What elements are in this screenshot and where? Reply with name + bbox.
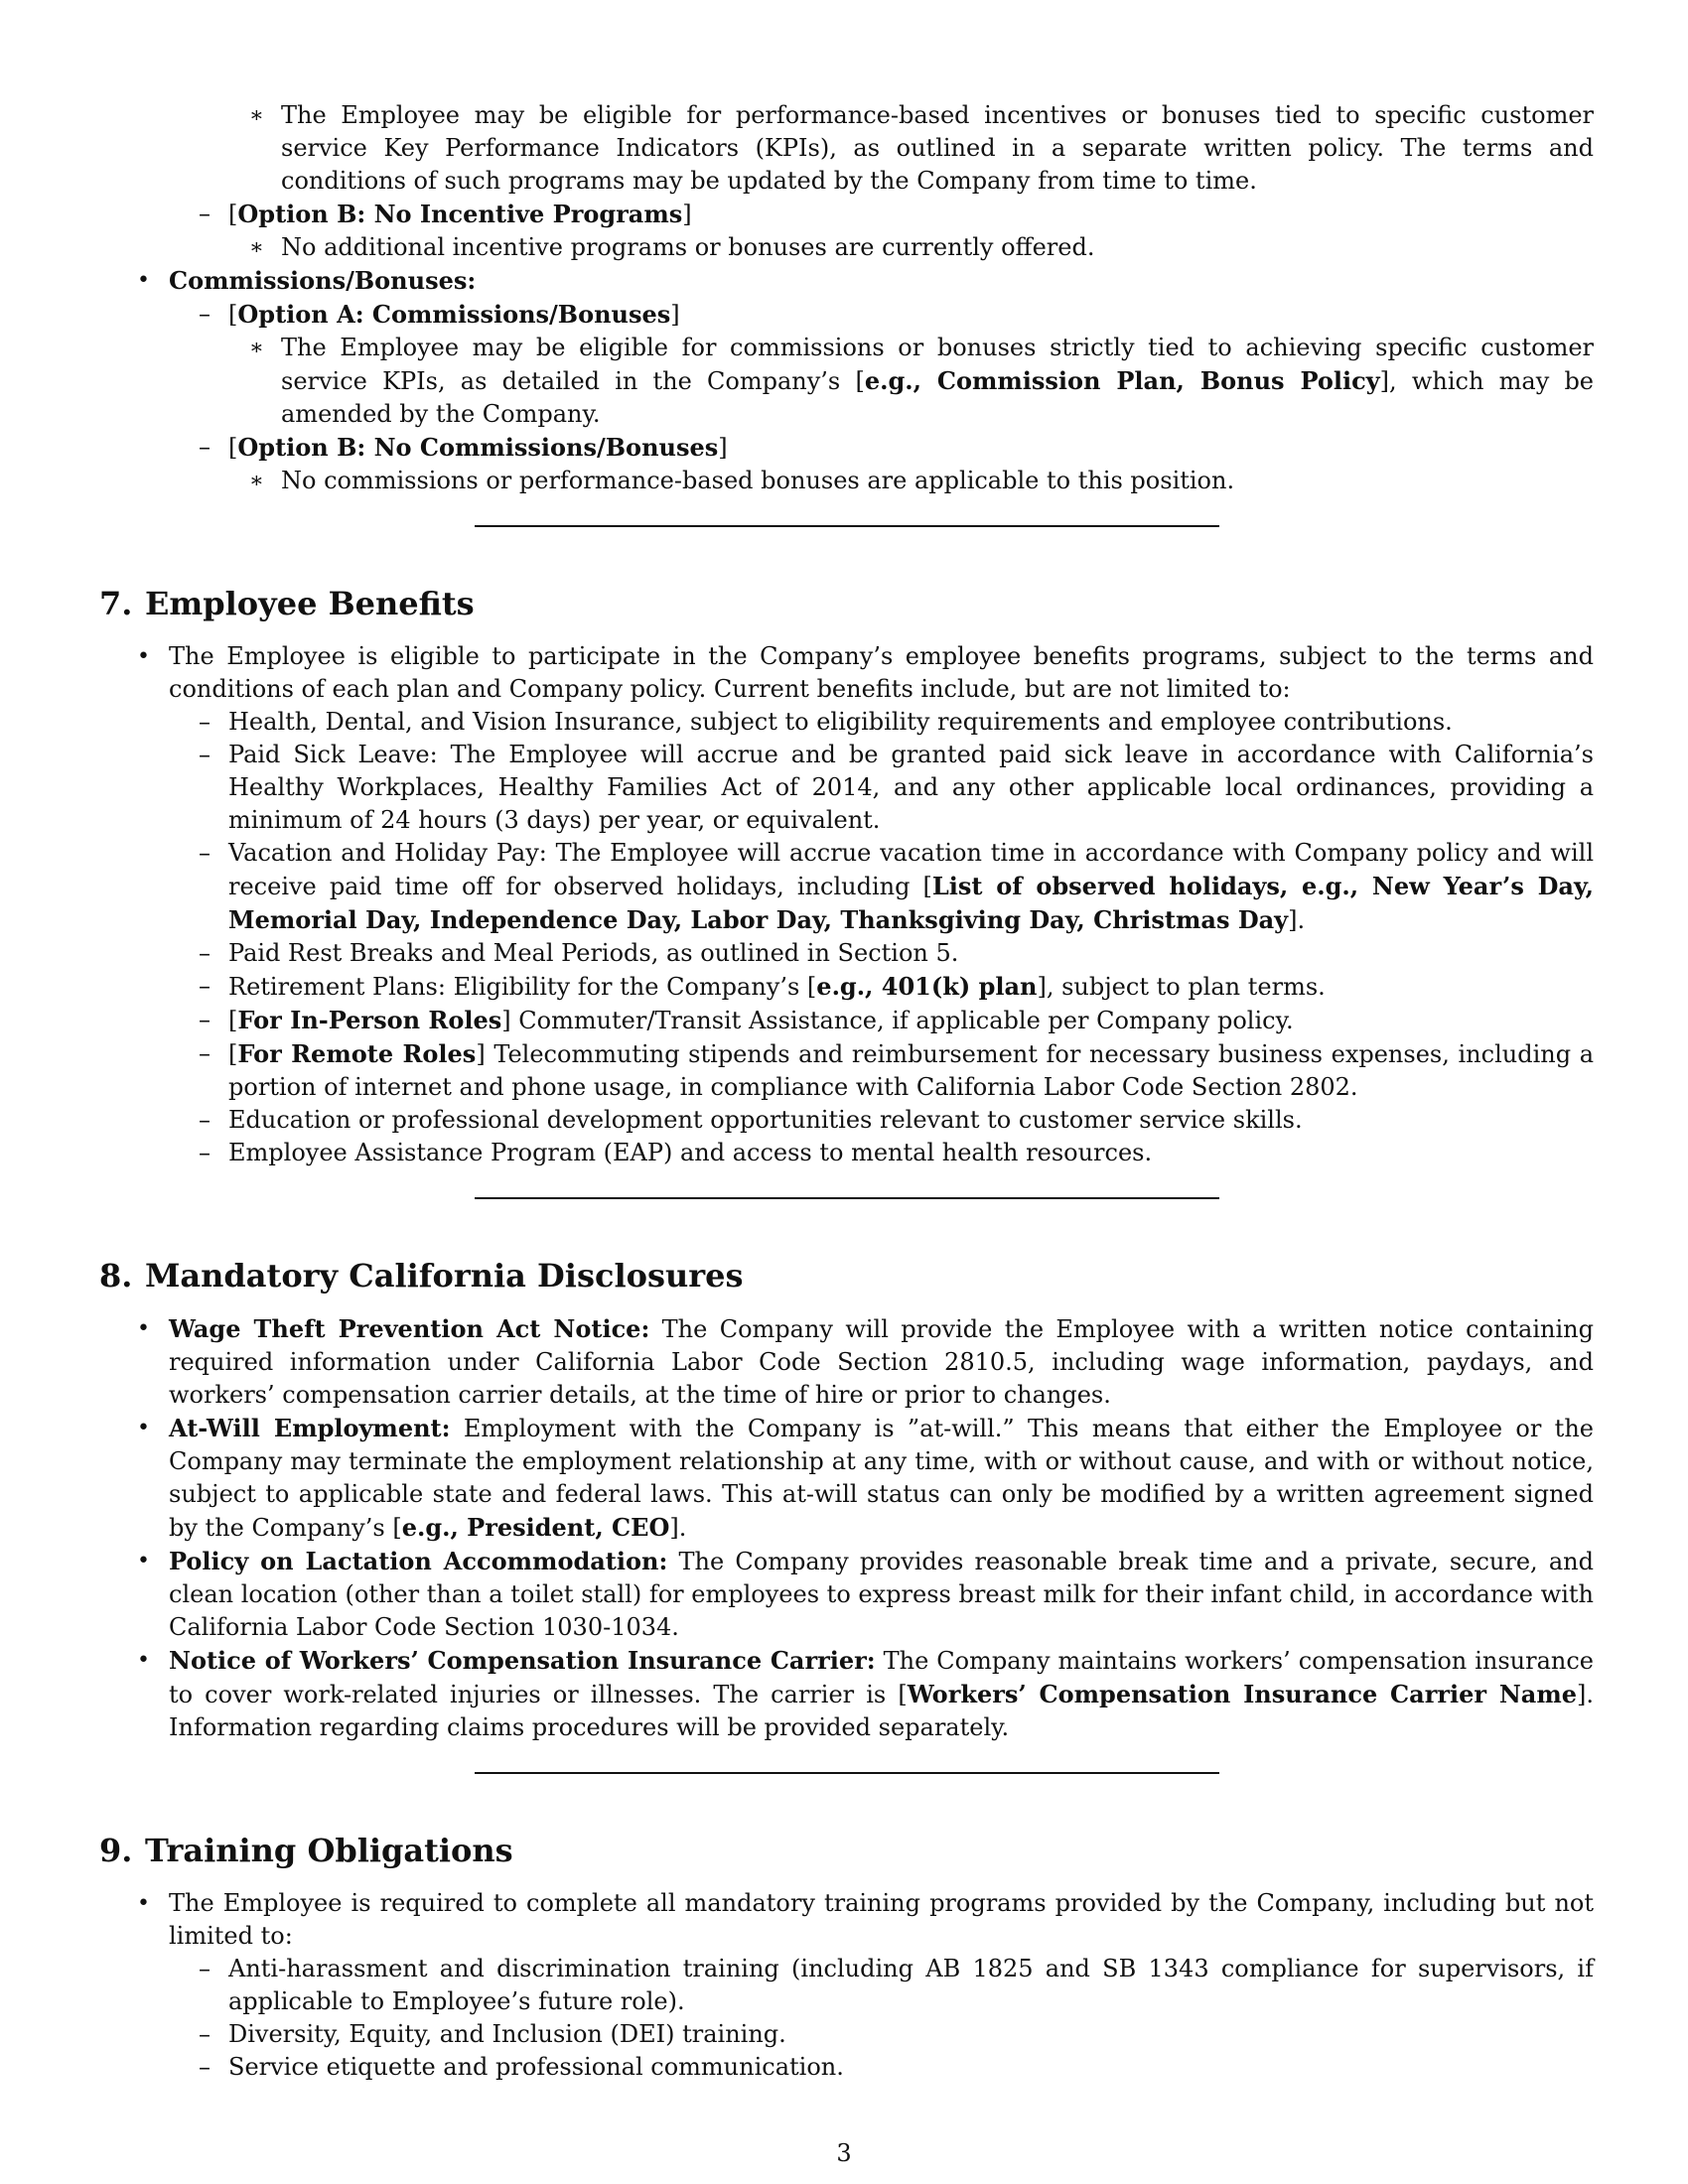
dash-bullet-icon: – xyxy=(199,1106,211,1134)
disclosure-wage-theft-text: The Company will provide the Employee with a written notice containing required information under California Labor Code Section 2810.5, including wage information, paydays, and workers’ compensation carrier details, at the time of hire or prior to changes. xyxy=(169,1315,1594,1409)
section-divider xyxy=(475,1772,1219,1774)
dash-bullet-icon: – xyxy=(199,1039,211,1067)
benefit-vacation-text: Vacation and Holiday Pay: The Employee will accrue vacation time in accordance with Company policy and will receive paid time off for observed holidays, including xyxy=(228,839,1594,900)
dash-bullet-icon: – xyxy=(199,200,211,227)
commissions-option-a-text: The Employee may be eligible for commissions or bonuses strictly tied to achieving specific customer service KPIs, as detailed in the Company’s xyxy=(281,334,1594,395)
disclosure-at-will-text: Employment with the Company is ”at-will.” This means that either the Employee or the Company may terminate the employment relationship at any time, with or without cause, and with or without notice, subject to applicable state and federal laws. This at-will status can only be modified by a written agreement signed by the Company’s xyxy=(169,1415,1594,1542)
commissions-item xyxy=(99,264,1594,298)
bullet-dot-icon: • xyxy=(137,1549,150,1573)
incentive-option-b-text: No additional incentive programs or bonuses are currently offered. xyxy=(281,233,1095,261)
dash-bullet-icon: – xyxy=(199,433,211,461)
training-etiquette xyxy=(99,2051,1594,2084)
dash-bullet-icon: – xyxy=(199,1006,211,1033)
bullet-dot-icon: • xyxy=(137,1316,150,1341)
dash-bullet-icon: – xyxy=(199,839,211,867)
incentive-option-a-item xyxy=(99,99,1594,198)
disclosure-workers-comp: • Notice of Workers’ Compensation Insurance Carrier: The Company maintains workers’ compensation insurance to cover work-related injuries or illnesses. The carrier is [Workers’ Compensation Insurance Carrier Name]. Information regarding claims procedures will be provided separately. xyxy=(137,1646,1595,1741)
training-etiquette-text: Service etiquette and professional communication. xyxy=(228,2053,844,2081)
benefit-in-person-label: For In-Person Roles xyxy=(237,1006,502,1034)
section-number: 9. xyxy=(99,1832,133,1869)
benefit-sick-leave xyxy=(99,739,1594,837)
asterisk-bullet-icon: ∗ xyxy=(249,235,264,260)
commissions-option-a-placeholder: e.g., Commission Plan, Bonus Policy xyxy=(864,366,1380,395)
section-title: Mandatory California Disclosures xyxy=(145,1257,744,1295)
benefit-remote: – [For Remote Roles] Telecommuting stipends and reimbursement for necessary business expenses, including a portion of internet and phone usage, in compliance with California Labor Code Section 2802. xyxy=(199,1039,1595,1101)
benefit-vacation: – Vacation and Holiday Pay: The Employee will accrue vacation time in accordance with Company policy and will receive paid time off for observed holidays, including [List of observed holidays, e.g., New Year’s Day, Memorial Day, Independence Day, Labor Day, Thanksgiving Day, Christmas Day]. xyxy=(199,839,1594,934)
commissions-option-a-text-end: , which may be amended by the Company. xyxy=(281,367,1595,428)
commissions-option-b-detail xyxy=(99,465,1594,497)
benefit-eap-text: Employee Assistance Program (EAP) and access to mental health resources. xyxy=(228,1139,1153,1166)
dash-bullet-icon: – xyxy=(199,972,211,1000)
commissions-option-b-item: – [Option B: No Commissions/Bonuses] xyxy=(199,433,728,462)
disclosure-wage-theft xyxy=(99,1312,1594,1412)
benefit-health xyxy=(99,706,1594,739)
disclosure-workers-comp-text-end: . Information regarding claims procedures will be provided separately. xyxy=(169,1681,1595,1741)
disclosure-lactation-label: Policy on Lactation Accommodation: xyxy=(169,1547,668,1575)
benefit-eap xyxy=(99,1137,1594,1169)
commissions-option-a-item: – [Option A: Commissions/Bonuses] xyxy=(199,300,680,329)
training-dei-text: Diversity, Equity, and Inclusion (DEI) training. xyxy=(228,2020,786,2048)
commissions-option-b-text: No commissions or performance-based bonuses are applicable to this position. xyxy=(281,467,1235,494)
incentive-option-b-item: – [Option B: No Incentive Programs] xyxy=(199,200,692,228)
bullet-dot-icon: • xyxy=(137,1891,150,1916)
dash-bullet-icon: – xyxy=(199,708,211,736)
benefit-in-person: – [For In-Person Roles] Commuter/Transit Assistance, if applicable per Company policy. xyxy=(199,1006,1294,1034)
training-dei xyxy=(99,2018,1594,2051)
section-title: Training Obligations xyxy=(145,1832,513,1869)
disclosure-wage-theft-label: Wage Theft Prevention Act Notice: xyxy=(169,1314,650,1343)
section-number: 8. xyxy=(99,1257,133,1295)
disclosure-workers-comp-text: The Company maintains workers’ compensation insurance to cover work-related injuries or illnesses. The carrier is xyxy=(169,1647,1595,1708)
dash-bullet-icon: – xyxy=(199,1955,211,1982)
bullet-dot-icon: • xyxy=(137,644,150,669)
disclosure-lactation-text: The Company provides reasonable break time and a private, secure, and clean location (other than a toilet stall) for employees to express breast milk for their infant child, in accordance with California Labor Code Section 1030-1034. xyxy=(169,1548,1594,1641)
benefit-retirement: – Retirement Plans: Eligibility for the Company’s [e.g., 401(k) plan], subject to plan terms. xyxy=(199,972,1326,1001)
benefits-intro-item xyxy=(99,640,1594,706)
dash-bullet-icon: – xyxy=(199,741,211,768)
section-heading-employee-benefits xyxy=(99,584,1594,623)
bullet-dot-icon: • xyxy=(137,1416,150,1440)
section-heading-california-disclosures xyxy=(99,1256,1594,1296)
disclosure-at-will-placeholder: e.g., President, CEO xyxy=(401,1513,670,1542)
dash-bullet-icon: – xyxy=(199,300,211,328)
bullet-dot-icon: • xyxy=(137,1648,150,1673)
section-title: Employee Benefits xyxy=(145,585,475,622)
benefit-health-text: Health, Dental, and Vision Insurance, subject to eligibility requirements and employee contributions. xyxy=(228,708,1453,736)
document-page xyxy=(99,99,1594,2084)
commissions-option-a-label: Option A: Commissions/Bonuses xyxy=(237,300,671,329)
section-number: 7. xyxy=(99,585,133,622)
section-heading-training-obligations xyxy=(99,1831,1594,1870)
benefit-sick-leave-text: Paid Sick Leave: The Employee will accrue and be granted paid sick leave in accordance with California’s Healthy Workplaces, Healthy Families Act of 2014, and any other applicable local ordinances, providing a minimum of 24 hours (3 days) per year, or equivalent. xyxy=(228,741,1594,834)
dash-bullet-icon: – xyxy=(199,1139,211,1166)
benefit-rest-breaks-text: Paid Rest Breaks and Meal Periods, as outlined in Section 5. xyxy=(228,939,959,967)
bullet-dot-icon: • xyxy=(137,268,150,293)
section-divider xyxy=(475,525,1219,527)
training-anti-harassment-text: Anti-harassment and discrimination training (including AB 1825 and SB 1343 compliance for supervisors, if applicable to Employee’s future role). xyxy=(228,1955,1594,2015)
benefit-education-text: Education or professional development opportunities relevant to customer service skills. xyxy=(228,1106,1303,1134)
dash-bullet-icon: – xyxy=(199,939,211,967)
dash-bullet-icon: – xyxy=(199,2053,211,2081)
disclosure-workers-comp-label: Notice of Workers’ Compensation Insurance Carrier: xyxy=(169,1646,876,1675)
asterisk-bullet-icon: ∗ xyxy=(249,336,264,360)
benefit-remote-label: For Remote Roles xyxy=(237,1039,477,1068)
commissions-option-b-label: Option B: No Commissions/Bonuses xyxy=(237,433,719,462)
commissions-option-a-detail: ∗ The Employee may be eligible for commissions or bonuses strictly tied to achieving specific customer service KPIs, as detailed in the Company’s [e.g., Commission Plan, Bonus Policy], which may be amended by the Company. xyxy=(249,334,1595,428)
section-divider xyxy=(475,1197,1219,1199)
disclosure-at-will: • At-Will Employment: Employment with the Company is ”at-will.” This means that either the Employee or the Company may terminate the employment relationship at any time, with or without cause, and with or without notice, subject to applicable state and federal laws. This at-will status can only be modified by a written agreement signed by the Company’s [e.g., President, CEO]. xyxy=(137,1414,1594,1542)
benefit-vacation-placeholder: List of observed holidays, e.g., New Year’s Day, Memorial Day, Independence Day, Labor Day, Thanksgiving Day, Christmas Day xyxy=(228,872,1594,934)
incentive-option-a-text: The Employee may be eligible for performance-based incentives or bonuses tied to specific customer service Key Performance Indicators (KPIs), as outlined in a separate written policy. The terms and conditions of such programs may be updated by the Company from time to time. xyxy=(281,101,1594,195)
benefit-in-person-text: Commuter/Transit Assistance, if applicable per Company policy. xyxy=(510,1007,1294,1034)
training-intro-item xyxy=(99,1887,1594,1953)
disclosure-lactation xyxy=(99,1545,1594,1644)
benefits-intro-text: The Employee is eligible to participate in the Company’s employee benefits programs, subject to the terms and conditions of each plan and Company policy. Current benefits include, but are not limited to: xyxy=(169,642,1594,703)
benefit-education xyxy=(99,1104,1594,1137)
asterisk-bullet-icon: ∗ xyxy=(249,103,264,128)
benefit-retirement-placeholder: e.g., 401(k) plan xyxy=(816,972,1038,1001)
disclosure-at-will-label: At-Will Employment: xyxy=(169,1414,451,1442)
asterisk-bullet-icon: ∗ xyxy=(249,469,264,493)
incentive-option-b-detail xyxy=(99,231,1594,264)
training-anti-harassment xyxy=(99,1953,1594,2018)
incentive-option-b-label: Option B: No Incentive Programs xyxy=(237,200,683,228)
benefit-remote-text: Telecommuting stipends and reimbursement for necessary business expenses, including a portion of internet and phone usage, in compliance with California Labor Code Section 2802. xyxy=(228,1040,1595,1101)
benefit-retirement-text: Retirement Plans: Eligibility for the Company’s xyxy=(228,973,800,1001)
dash-bullet-icon: – xyxy=(199,2020,211,2048)
benefit-retirement-text-end: , subject to plan terms. xyxy=(1046,973,1326,1001)
disclosure-workers-comp-placeholder: Workers’ Compensation Insurance Carrier Name xyxy=(907,1680,1577,1708)
benefit-rest-breaks xyxy=(99,937,1594,970)
training-intro-text: The Employee is required to complete all mandatory training programs provided by the Company, including but not limited to: xyxy=(169,1889,1594,1950)
commissions-label: Commissions/Bonuses: xyxy=(169,266,477,295)
page-number: 3 xyxy=(836,2139,852,2167)
